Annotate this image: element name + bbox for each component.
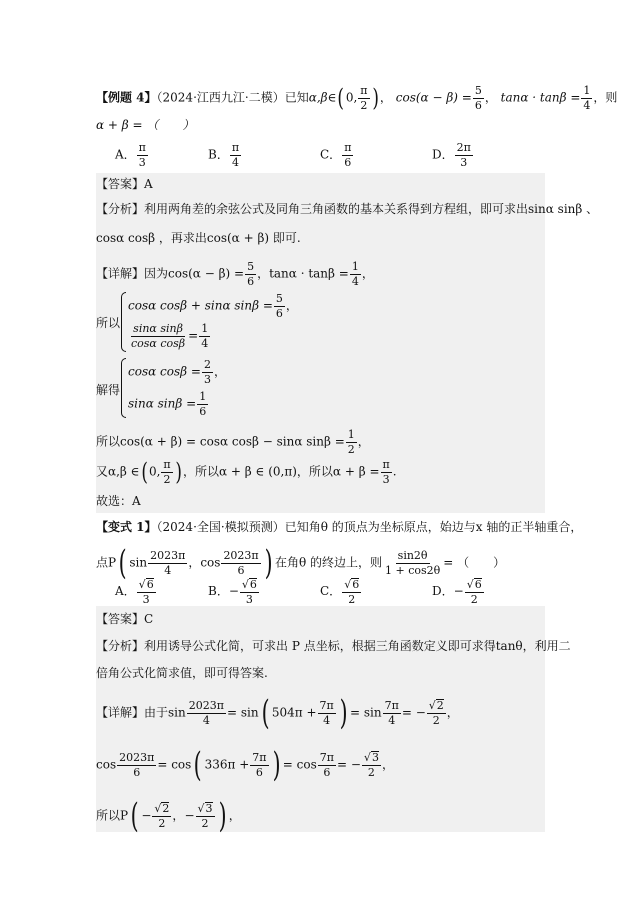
var1-option-d[interactable]: D．− $\frac{√6}{2}$ [432,578,482,606]
var1-detail-cos: cos $\frac{2023\pi}{6}$ = cos( 336π + $\frac{7\pi}{6}$ ) = cos $\frac{7\pi}{6}$ = − $\frac{√3}{2}$ ， [96,745,394,785]
ex4-analysis-line1: 【分析】利用两角差的余弦公式及同角三角函数的基本关系得到方程组，即可求出sinα sinβ 、 [96,202,599,216]
var1-option-c[interactable]: C． $\frac{√6}{2}$ [320,578,360,606]
ex4-question-line: 【例题 4】（2024·江西九江·二模）已知α,β∈(0, $\frac{\pi}{2}$ )， cos(α − β) = $\frac{5}{6}$ ， tanα · tanβ = $\frac{1}{4}$ ，则 [96,84,618,113]
ex4-sol2: sinα sinβ = $\frac{1}{6}$ [128,390,207,418]
ex4-final-choice: 故选：A [96,494,141,508]
brace-1 [121,292,126,352]
ex4-analysis-line2: cosα cosβ ，再求出cos(α + β) 即可. [96,231,301,245]
ex4-eq1: cosα cosβ + sinα sinβ = $\frac{5}{6}$ ， [128,292,298,320]
ex4-detail-line1: 【详解】因为cos(α − β) = $\frac{5}{6}$ ，tanα · tanβ = $\frac{1}{4}$ ， [96,260,374,288]
ex4-question-line2: α + β = （ ） [96,118,195,132]
var1-option-a[interactable]: A． $\frac{√6}{3}$ [115,578,154,606]
var1-question-line1: 【变式 1】（2024·全国·模拟预测）已知角θ 的顶点为坐标原点，始边与x 轴的正半轴重合， [96,520,583,534]
ex4-jiede: 解得 [96,383,121,397]
var1-point-p: 所以P( − $\frac{√2}{2}$ ，− $\frac{√3}{2}$ ) ， [96,796,241,836]
var1-answer: 【答案】C [96,612,154,626]
ex4-option-d[interactable]: D． $\frac{2\pi}{3}$ [432,141,471,169]
var1-question-line2: 点P( sin $\frac{2023\pi}{4}$ ，cos $\frac{2023\pi}{6}$ ) 在角θ 的终边上，则 $\frac{\sin 2\theta}{1 + \cos 2\theta}$ = （ ） [96,543,506,583]
ex4-eq2: $\frac{\text{sinα sinβ}}{\text{cosα cosβ}}$ = $\frac{1}{4}$ [131,322,209,350]
var1-option-b[interactable]: B．− $\frac{√6}{3}$ [208,578,257,606]
var1-analysis-line2: 倍角公式化简求值，即可得答案. [96,666,268,680]
ex4-answer: 【答案】A [96,177,153,191]
ex4-result-line: 所以cos(α + β) = cosα cosβ − sinα sinβ = $\frac{1}{2}$ ， [96,428,370,456]
ex4-range-line: 又α,β ∈(0, $\frac{\pi}{2}$ )，所以α + β ∈ (0,π)，所以α + β = $\frac{\pi}{3}$ . [96,458,397,487]
ex4-suoyi: 所以 [96,316,121,330]
var1-detail-sin: 【详解】由于sin $\frac{2023\pi}{4}$ = sin( 504π + $\frac{7\pi}{4}$ ) = sin $\frac{7\pi}{4}$ = − $\frac{√2}{2}$ ， [96,693,459,733]
var1-analysis-line1: 【分析】利用诱导公式化简，可求出 P 点坐标，根据三角函数定义即可求得tanθ，利用二 [96,639,571,653]
ex4-option-a[interactable]: A． $\frac{\pi}{3}$ [115,141,146,169]
ex4-option-c[interactable]: C． $\frac{\pi}{6}$ [320,141,352,169]
ex4-sol1: cosα cosβ = $\frac{2}{3}$ ， [128,358,226,386]
ex4-option-b[interactable]: B． $\frac{\pi}{4}$ [208,141,240,169]
brace-2 [121,358,126,418]
